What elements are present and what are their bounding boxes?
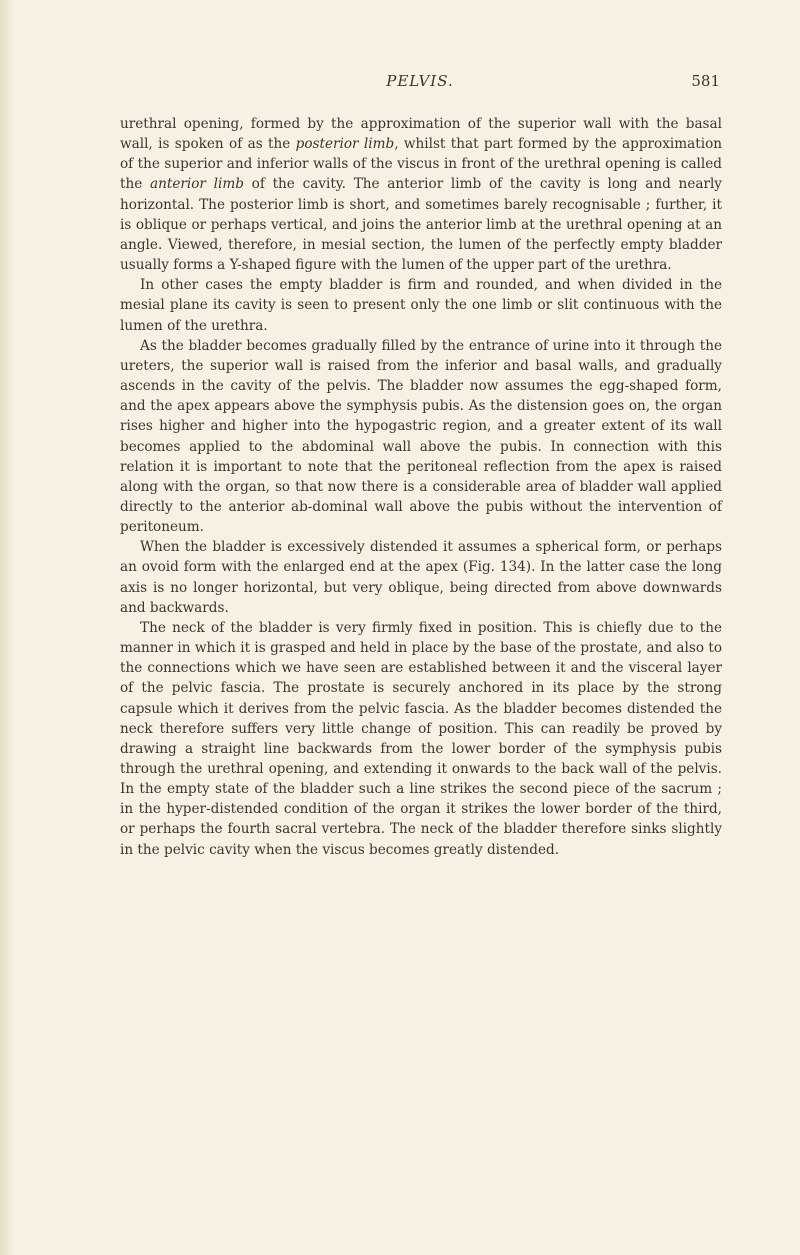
body-text [120, 114, 722, 860]
paragraph-1-part-c: , whilst that part formed by the approximation of the superior and inferior walls of the viscus in front of the urethral opening is called the [120, 136, 723, 193]
page-number: 581 [691, 72, 720, 90]
page-header [120, 68, 720, 102]
page-edge-shadow [0, 0, 14, 1255]
paragraph-2: In other cases the empty bladder is firm and rounded, and when divided in the mesial plane its cavity is seen to present only the one limb or slit continuous with the lumen of the urethra. [120, 277, 722, 334]
paragraph-5: The neck of the bladder is very firmly fixed in position. This is chiefly due to the manner in which it is grasped and held in place by the base of the prostate, and also to the connections which we have seen are established between it and the visceral layer of the pelvic fascia. The prostate is securely anchored in its place by the strong capsule which it derives from the pelvic fascia. As the bladder becomes distended the neck therefore suffers very little change of position. This can readily be proved by drawing a straight line backwards from the lower border of the symphysis pubis through the urethral opening, and extending it onwards to the back wall of the pelvis. In the empty state of the bladder such a line strikes the second piece of the sacrum ; in the hyper-distended condition of the organ it strikes the lower border of the third, or perhaps the fourth sacral vertebra. The neck of the bladder therefore sinks slightly in the pelvic cavity when the viscus becomes greatly distended. [120, 619, 722, 858]
posterior-limb-term: posterior limb [295, 136, 395, 153]
anterior-limb-term: anterior limb [150, 176, 244, 193]
running-head: PELVIS. [386, 72, 454, 90]
paragraph-3: As the bladder becomes gradually filled by the entrance of urine into it through the ureters, the superior wall is raised from the inferior and basal walls, and gradually ascends in the cavity of the pelvis. The bladder now assumes the egg-shaped form, and the apex appears above the symphysis pubis. As the distension goes on, the organ rises higher and higher into the hypogastric region, and a greater extent of its wall becomes applied to the abdominal wall above the pubis. In connection with this relation it is important to note that the peritoneal reflection from the apex is raised along with the organ, so that now there is a considerable area of bladder wall applied directly to the anterior ab-dominal wall above the pubis without the intervention of peritoneum. [120, 337, 722, 536]
paragraph-1-part-e: of the cavity. The anterior limb of the cavity is long and nearly horizontal. The posterior limb is short, and sometimes barely recognisable ; further, it is oblique or perhaps vertical, and joins the anterior limb at the urethral opening at an angle. Viewed, therefore, in mesial section, the lumen of the perfectly empty bladder usually forms a Y-shaped figure with the lumen of the upper part of the urethra. [120, 176, 722, 274]
paragraph-1-part-a: urethral opening, formed by the approximation of the superior wall with the basal wall, is spoken of as the [120, 116, 722, 153]
paragraph-4: When the bladder is excessively distended it assumes a spherical form, or perhaps an ovoid form with the enlarged end at the apex (Fig. 134). In the latter case the long axis is no longer horizontal, but very oblique, being directed from above downwards and backwards. [120, 539, 722, 616]
paragraph-1 [120, 114, 722, 275]
